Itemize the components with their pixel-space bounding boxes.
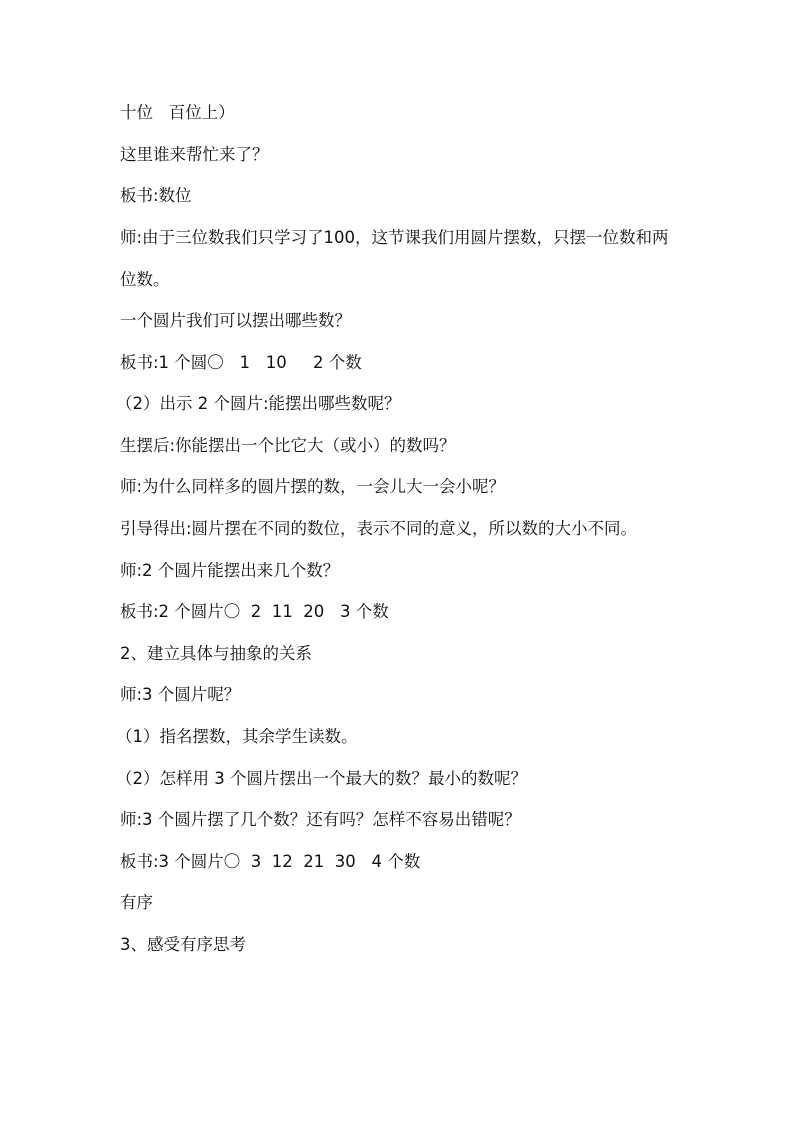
text-line-ordered: 有序: [120, 893, 153, 913]
text-paragraph-teacher-intro: 师:由于三位数我们只学习了100，这节课我们用圆片摆数，只摆一位数和两位数。: [120, 227, 669, 289]
document-body: [116, 103, 680, 976]
text-line-board-two-discs: 板书:2 个圆片〇 2 11 20 3 个数: [120, 602, 389, 622]
text-line-three-discs-count: 师:3 个圆片摆了几个数？还有吗？怎样不容易出错呢？: [120, 810, 521, 830]
section-heading-ordered-thinking: 3、感受有序思考: [120, 934, 246, 954]
text-line-board-three-discs: 板书:3 个圆片〇 3 12 21 30 4 个数: [120, 851, 421, 871]
text-line-one-disc-question: 一个圆片我们可以摆出哪些数？: [120, 310, 351, 330]
text-line-teacher-why: 师:为什么同样多的圆片摆的数，一会儿大一会小呢？: [120, 477, 506, 497]
text-line-question-helper: 这里谁来帮忙来了？: [120, 144, 269, 164]
text-line-board-one-disc: 板书:1 个圆〇 1 10 2 个数: [120, 352, 362, 372]
text-line-max-min-question: （2）怎样用 3 个圆片摆出一个最大的数？最小的数呢？: [116, 768, 527, 788]
text-line-three-discs: 师:3 个圆片呢？: [120, 685, 241, 705]
text-line-name-students: （1）指名摆数，其余学生读数。: [116, 726, 358, 746]
text-line-two-discs-count: 师:2 个圆片能摆出来几个数？: [120, 560, 340, 580]
section-heading-concrete-abstract: 2、建立具体与抽象的关系: [120, 643, 312, 663]
text-line-two-discs-prompt: （2）出示 2 个圆片:能摆出哪些数呢？: [116, 394, 401, 414]
text-line-student-compare: 生摆后:你能摆出一个比它大（或小）的数吗？: [120, 435, 456, 455]
text-line-place-values: 十位 百位上）: [120, 103, 235, 122]
text-paragraph-conclusion: 引导得出:圆片摆在不同的数位，表示不同的意义，所以数的大小不同。: [120, 519, 638, 539]
text-line-board-place-value: 板书:数位: [120, 186, 192, 206]
